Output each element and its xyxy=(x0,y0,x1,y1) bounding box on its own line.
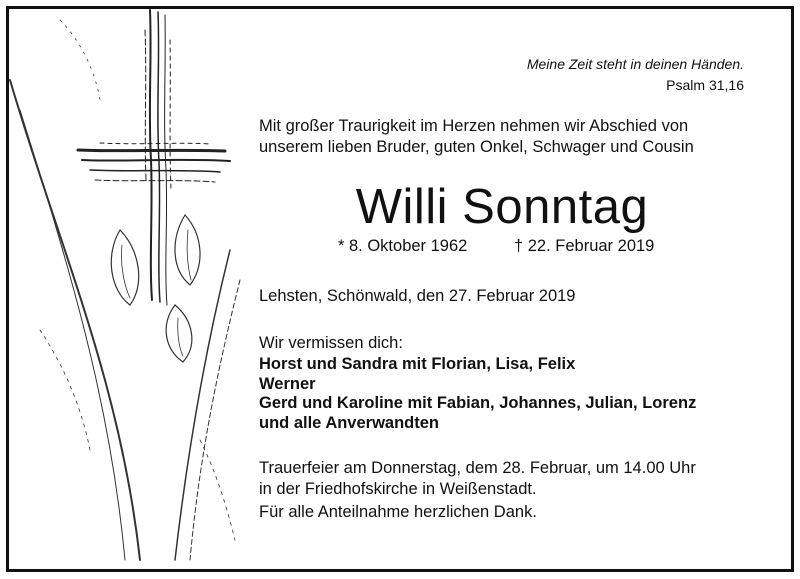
service-line-1: Trauerfeier am Donnerstag, dem 28. Februar, um 14.00 Uhr xyxy=(259,459,696,477)
intro-line-1: Mit großer Traurigkeit im Herzen nehmen wir Abschied von xyxy=(259,117,689,135)
intro-line-2: unserem lieben Bruder, guten Onkel, Schwager und Cousin xyxy=(259,138,694,156)
thanks-text: Für alle Anteilnahme herzlichen Dank. xyxy=(259,503,537,521)
cross-icon xyxy=(78,10,230,305)
mourner-line: Werner xyxy=(259,374,316,393)
funeral-service-info xyxy=(259,458,745,500)
quote-text: Meine Zeit steht in deinen Händen. xyxy=(526,56,744,72)
mourner-line: Gerd und Karoline mit Fabian, Johannes, Julian, Lorenz xyxy=(259,394,697,413)
quote-source: Psalm 31,16 xyxy=(666,77,744,93)
mourners-heading: Wir vermissen dich: xyxy=(259,334,403,352)
cross-wheat-illustration xyxy=(0,0,260,566)
birth-date: * 8. Oktober 1962 xyxy=(338,237,468,255)
service-line-2: in der Friedhofskirche in Weißenstadt. xyxy=(259,480,537,498)
wheat-stalk-icon xyxy=(10,20,240,560)
place-and-date: Lehsten, Schönwald, den 27. Februar 2019 xyxy=(259,287,576,305)
bible-quote xyxy=(527,54,744,96)
mourner-line: und alle Anverwandten xyxy=(259,413,440,432)
mourners-list xyxy=(259,355,745,433)
intro-text xyxy=(259,116,745,158)
death-date: † 22. Februar 2019 xyxy=(514,237,655,255)
deceased-name: Willi Sonntag xyxy=(355,180,649,234)
mourner-line: Horst und Sandra mit Florian, Lisa, Felix xyxy=(259,355,576,373)
